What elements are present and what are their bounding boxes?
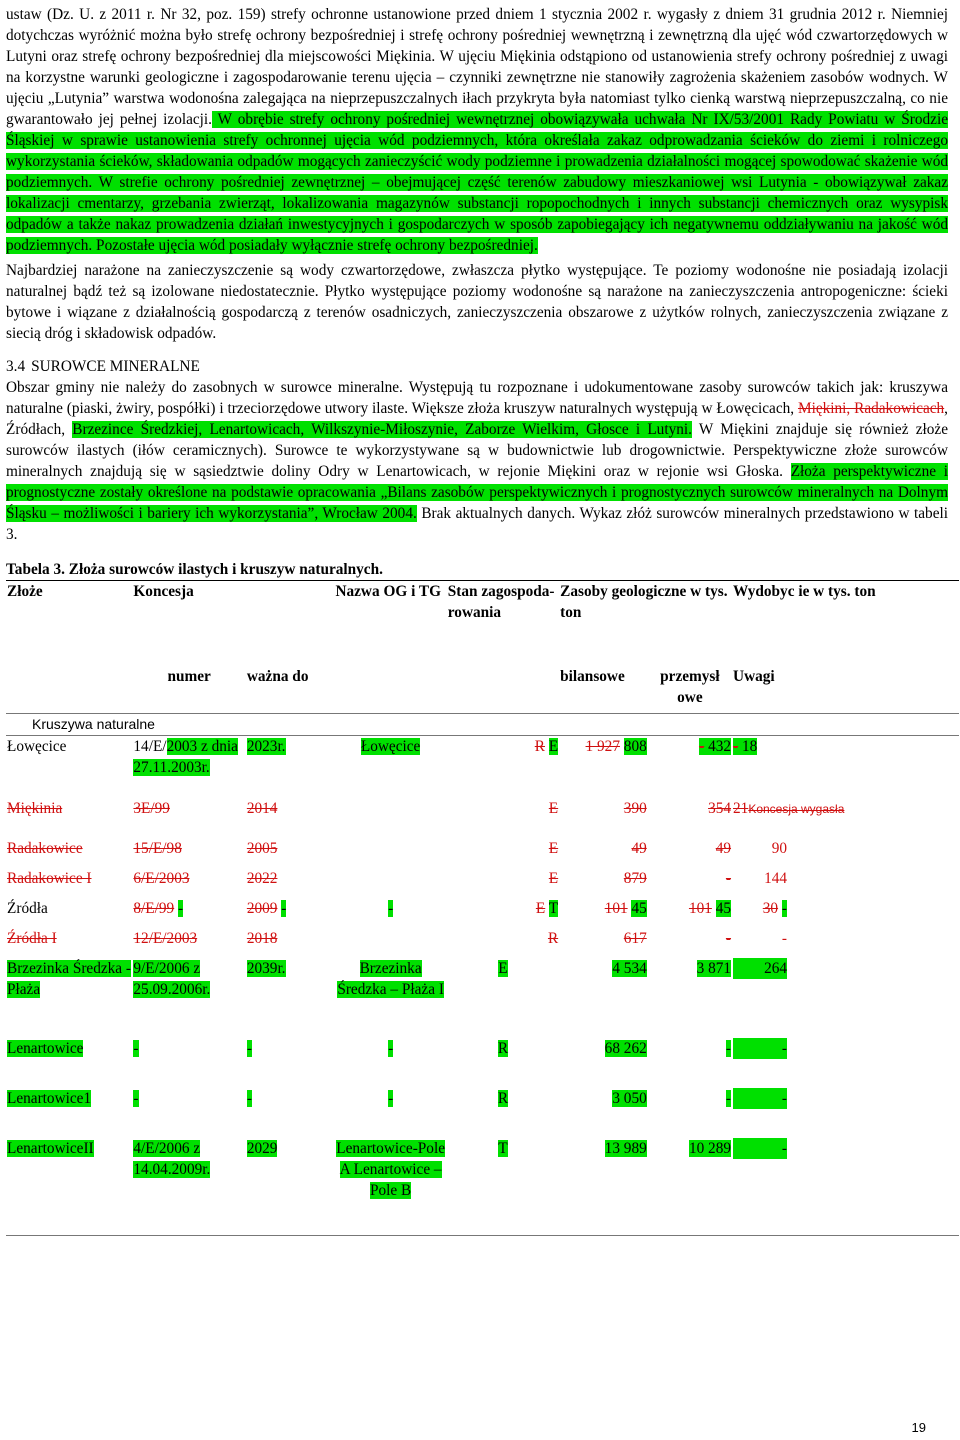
header-zloze: Złoże (6, 581, 132, 666)
paragraph-text: W Miękini znajduje się również złoże surowców ilastych (iłów ceramicznych). Surowce te wykorzystywane są w budownictwie lub drogownictwie. Perspektywiczne złoże surowców mineralnych znajdują się w sąsiedztwie doliny Odry w Lenartowicach, w rejonie Miękini oraz w rejonie wsi Głoska. (6, 421, 948, 480)
table-caption: Tabela 3. Złoża surowców ilastych i kruszyw naturalnych. (6, 561, 383, 578)
cell-przemyslowe: - 432 (699, 738, 732, 755)
cell-przemyslowe: 3 871 (696, 959, 732, 977)
table-row (6, 798, 959, 838)
cell-przemyslowe: 49 (715, 839, 732, 857)
cell-numer: 9/E/2006 z 25.09.2006r. (133, 959, 211, 998)
cell-wazna: 2005 (246, 839, 278, 857)
cell-przemyslowe: - (725, 1039, 732, 1057)
cell-wazna: 2039r. (246, 959, 286, 977)
cell-wydobycie: - (733, 1088, 787, 1109)
cell-nazwa: - (388, 1089, 394, 1107)
cell-bilansowe: 68 262 (604, 1039, 647, 1057)
table-row (6, 736, 959, 798)
table-row (6, 1138, 959, 1236)
paragraph-minerals (6, 377, 948, 545)
cell-name: Źródła (7, 899, 48, 917)
paragraph-text: , Źródłach, (6, 400, 948, 438)
cell-wazna: - (246, 1089, 252, 1107)
header-przemyslowe: przemysł owe (660, 667, 720, 706)
cell-numer: - (133, 1039, 139, 1057)
cell-wydobycie: - (733, 1038, 787, 1059)
cell-name: Źródła I (7, 929, 57, 947)
header-koncesja: Koncesja (132, 581, 334, 666)
table-row (6, 928, 959, 958)
cell-wydobycie: - (781, 929, 788, 947)
cell-stan: E (498, 959, 508, 977)
cell-wydobycie: - 18 (733, 738, 758, 755)
cell-bilansowe: 879 (623, 869, 647, 887)
header-wazna: ważna do (246, 667, 309, 685)
cell-numer: 6/E/2003 (133, 869, 190, 887)
cell-name: LenartowiceII (7, 1139, 94, 1157)
cell-nazwa: - (388, 1039, 394, 1057)
cell-numer: 3E/99 (133, 799, 170, 817)
cell-numer: 8/E/99 - (133, 899, 184, 917)
cell-stan: E (548, 839, 559, 857)
cell-przemyslowe: - (725, 1089, 732, 1107)
cell-wydobycie: 30 - (762, 899, 788, 917)
cell-wydobycie: 264 (733, 958, 787, 979)
cell-przemyslowe: 101 45 (688, 899, 732, 917)
cell-stan: E (548, 799, 559, 817)
cell-bilansowe: 101 45 (604, 899, 647, 917)
cell-nazwa: - (388, 899, 394, 917)
table-header-row (6, 581, 959, 666)
cell-przemyslowe: 10 289 (688, 1139, 732, 1157)
cell-numer: 14/E/2003 z dnia 27.11.2003r. (133, 738, 238, 776)
cell-przemyslowe: 354 (708, 799, 732, 817)
paragraph-text: Brak aktualnych danych. Wykaz złóż surowców mineralnych przedstawiono w tabeli 3. (6, 505, 948, 543)
page-number: 19 (911, 1420, 926, 1435)
cell-wazna: 2018 (246, 929, 278, 947)
table-row (6, 868, 959, 898)
header-nazwa: Nazwa OG i TG (334, 581, 446, 666)
table-section-row (6, 714, 959, 736)
cell-bilansowe: 617 (623, 929, 647, 947)
cell-wazna: 2023r. (246, 738, 286, 755)
highlighted-text: W obrębie strefy ochrony pośredniej wewnętrznej obowiązywała uchwała Nr IX/53/2001 Rady Powiatu w Środzie Śląskiej w sprawie ustanowienia strefy ochronnej ujęcia wód podziemnych, która określała zakaz odprowadzania ścieków do ziemi i rolniczego wykorzystania ścieków, składowania odpadów mogących zanieczyścić wody podziemne i prowadzenia działalności mogącej spowodować skażenie wód podziemnych. W strefie ochrony pośredniej zewnętrznej – obejmującej część terenów zabudowy mieszkaniowej wsi Lutynia - obowiązywał zakaz lokalizacji cmentarzy, grzebania zwierząt, lokalizowania magazynów substancji ropopochodnych i innych substancji chemicznych oraz wysypisk odpadów a także nakaz prowadzenia działań inwestycyjnych i gospodarczych w sposób zapobiegający ich negatywnemu oddziaływaniu na jakość wód podziemnych. Pozostałe ujęcia wód posiadały wyłącznie strefę ochrony bezpośredniej. (6, 111, 948, 254)
cell-bilansowe: 13 989 (604, 1139, 647, 1157)
header-zasoby: Zasoby geologiczne w tys. ton (559, 581, 732, 666)
header-wydobycie (732, 581, 959, 666)
header-numer: numer (167, 667, 211, 685)
cell-wazna: 2009 - (246, 899, 287, 917)
header-uwagi: Uwagi (733, 667, 775, 685)
cell-wazna: 2022 (246, 869, 278, 887)
cell-bilansowe: 4 534 (612, 959, 647, 977)
cell-wazna: - (246, 1039, 252, 1057)
cell-name: Łowęcice (7, 738, 67, 755)
header-bilansowe: bilansowe (560, 667, 625, 685)
cell-name: Brzezinka Średzka - Płaża (7, 959, 132, 998)
paragraph-text: ustaw (Dz. U. z 2011 r. Nr 32, poz. 159) strefy ochronne ustanowione przed dniem 1 stycznia 2002 r. wygasły z dniem 31 grudnia 2012 r. Niemniej dotychczas wyróżnić można było strefę ochrony bezpośredniej i strefę ochrony pośredniej wewnętrzną i zewnętrzną dla ujęć wód czwartorzędowych w Lutyni oraz strefę ochrony bezpośredniej dla miejscowości Miękinia. W ujęciu Miękinia odstąpiono od ustanowienia strefy ochrony pośredniej z uwagi na korzystne warunki geologiczne i zagospodarowanie terenu ujęcia – czynniki zewnętrzne nie stanowiły zagrożenia skażeniem zasobów wodnych. W ujęciu „Lutynia” warstwa wodonośna zalegająca na nieprzepuszczalnych iłach przykryta była natomiast tylko cienką warstwą nieprzepuszczalną, co nie gwarantowało jej pełnej izolacji. (6, 6, 948, 128)
cell-numer: - (133, 1089, 139, 1107)
cell-name: Miękinia (7, 799, 63, 817)
table-row (6, 838, 959, 868)
note-concession-expired: Koncesja wygasła (748, 801, 845, 816)
table-row (6, 898, 959, 928)
deposits-table (6, 580, 959, 1236)
cell-wydobycie: 90 (771, 839, 788, 857)
cell-wydobycie: 144 (764, 869, 788, 887)
cell-stan: E T (535, 899, 559, 917)
cell-nazwa: Lenartowice-Pole A Lenartowice – Pole B (336, 1139, 445, 1199)
header-stan: Stan zagospoda-rowania (447, 581, 559, 666)
cell-stan: T (498, 1139, 508, 1157)
cell-przemyslowe: - (725, 869, 732, 887)
cell-wydobycie: - (733, 1138, 787, 1159)
paragraph-text: Obszar gminy nie należy do zasobnych w surowce mineralne. Występują tu rozpoznane i udokumentowane zasoby surowców takich jak: kruszywa naturalne (piaski, żwiry, pospółki) i trzeciorzędowe utwory ilaste. Większe złoża kruszyw naturalnych występują w Łowęcicach, (6, 379, 948, 417)
table-row (6, 958, 959, 1038)
cell-nazwa: Łowęcice (360, 738, 421, 755)
cell-name: Radakowice (7, 839, 83, 857)
header-wydobycie-text: Wydobyc ie w tys. ton (733, 583, 876, 600)
paragraph-protection-zones (6, 4, 948, 256)
table-row (6, 1088, 959, 1138)
cell-stan: R (497, 1089, 509, 1107)
cell-nazwa: Brzezinka Średzka – Płaża I (337, 959, 444, 998)
cell-bilansowe: 49 (631, 839, 647, 857)
cell-stan: R (497, 1039, 509, 1057)
cell-bilansowe: 3 050 (612, 1089, 647, 1107)
cell-name: Lenartowice1 (7, 1089, 92, 1107)
highlighted-text: Złoża perspektywiczne i prognostyczne zostały określone na podstawie opracowania „Bilans zasobów perspektywicznych i prognostycznych surowców mineralnych na Dolnym Śląsku – możliwości i bariery ich wykorzystania”, Wrocław 2004. (6, 463, 948, 522)
cell-name: Lenartowice (7, 1039, 84, 1057)
section-number: 3.4 (6, 358, 26, 375)
section-title: SUROWCE MINERALNE (31, 358, 200, 375)
cell-wydobycie: 21Koncesja wygasła (733, 799, 845, 817)
paragraph-pollution: Najbardziej narażone na zanieczyszczenie są wody czwartorzędowe, zwłaszcza płytko występujące. Te poziomy wodonośne nie posiadają izolacji naturalnej bądź też są izolowane niedostatecznie. Płytko występujące poziomy wodonośne są narażone na zanieczyszczenia antropogeniczne: ścieki bytowe i wiązane z działalnością gospodarczą z terenów osadniczych, zanieczyszczenia obszarowe z użytków rolnych, zanieczyszczenia związane z siecią dróg i składowisk odpadów. (6, 262, 948, 342)
cell-bilansowe: 1 927 808 (585, 738, 647, 755)
cell-wazna: 2014 (246, 799, 278, 817)
document-page (6, 4, 948, 1236)
table-row (6, 1038, 959, 1088)
highlighted-text: Brzezince Średzkiej, Lenartowicach, Wilkszynie-Miłoszynie, Zaborze Wielkim, Głosce i Lutyni. (72, 421, 692, 438)
cell-numer: 12/E/2003 (133, 929, 198, 947)
cell-stan: E (548, 869, 559, 887)
cell-stan: R E (534, 738, 559, 755)
cell-numer: 4/E/2006 z 14.04.2009r. (133, 1139, 211, 1178)
cell-bilansowe: 390 (623, 799, 647, 817)
section-label: Kruszywa naturalne (6, 714, 959, 736)
table-subheader-row (6, 666, 959, 714)
cell-numer: 15/E/98 (133, 839, 182, 857)
cell-name: Radakowice I (7, 869, 92, 887)
cell-przemyslowe: - (725, 929, 732, 947)
deleted-text: Miękini, Radakowicach (797, 400, 945, 417)
cell-wazna: 2029 (246, 1139, 278, 1157)
cell-stan: R (547, 929, 559, 947)
section-heading (6, 356, 948, 377)
